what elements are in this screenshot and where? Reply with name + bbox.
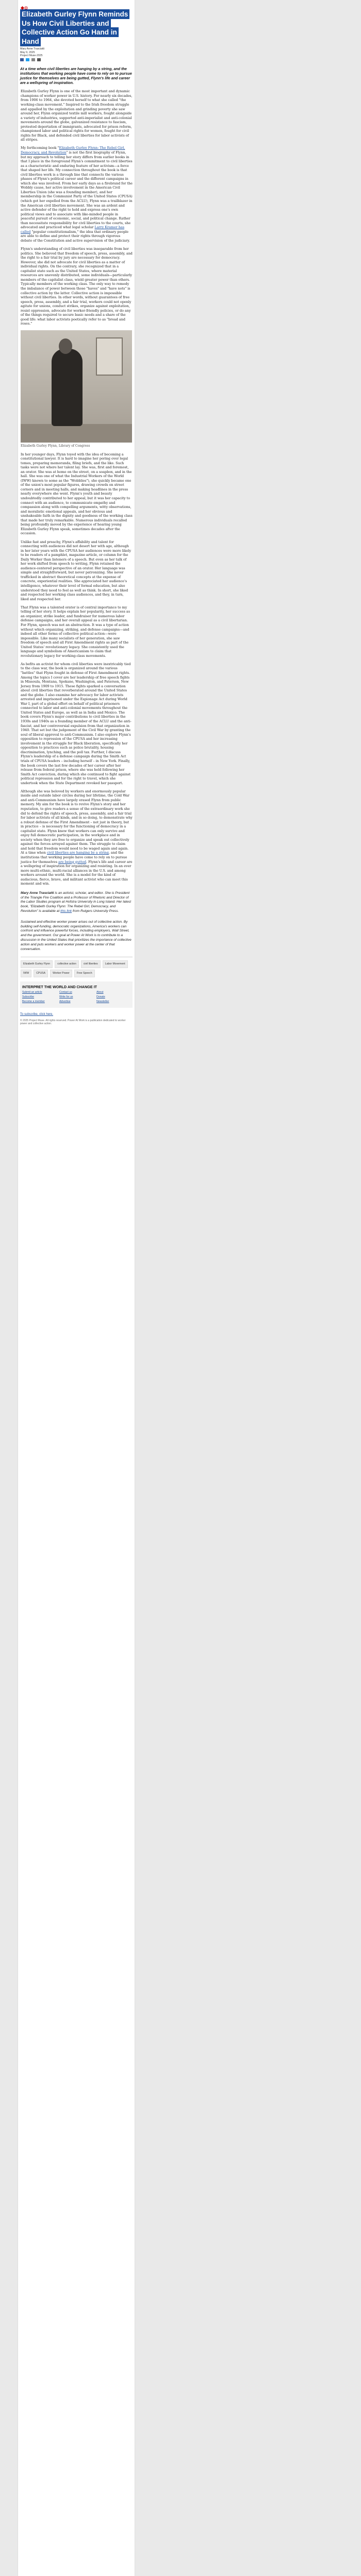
source-label: Project Muse-2025 — [20, 54, 43, 57]
tag[interactable]: CPUSA — [34, 970, 48, 977]
interpret-links — [22, 991, 130, 1004]
flynn-photo — [21, 330, 132, 443]
photo-window — [96, 337, 123, 376]
email-icon[interactable] — [31, 58, 35, 61]
footer-link[interactable]: Newsletter — [96, 999, 109, 1003]
bio-book-link[interactable]: this link — [60, 909, 72, 913]
paragraph — [21, 146, 133, 243]
photo-head — [59, 338, 72, 354]
text-run: Although she was beloved by workers and enormously popular inside and outside labor circles during her lifetime, the Cold War and anti-Communism have largely erased Flynn from public memory. My aim for the book is to revive Flynn's story and her reputation, to give readers a sense of the extraordinary work she did to defend the rights of speech, press, assembly, and a fair trial for labor activists of all kinds, and in so doing, to demonstrate why a robust defense of the First Amendment – not just in theory, but in practice – is necessary for the functioning of democracy in a capitalist state. Flynn knew that workers can only survive and enjoy full democratic participation, in the workplace and in society when they are free to organize and speak out collectively against the forces arrayed against them. The struggle to claim and hold that freedom would need to be waged again and again. At a time when — [21, 789, 133, 855]
footer-link[interactable]: Submit an article — [22, 990, 42, 994]
article-header — [18, 9, 135, 85]
civil-liberties-link[interactable]: civil liberties are hanging by a string — [46, 851, 109, 855]
footer-link[interactable]: Subscribe — [22, 995, 35, 998]
footer-link[interactable]: About — [96, 990, 104, 994]
tag[interactable]: Free Speech — [74, 970, 95, 977]
article-title: Elizabeth Gurley Flynn Reminds Us How Civil Liberties and Collective Action Go Hand in Hand — [20, 9, 129, 46]
paragraph: As befits an activist for whom civil liberties were inextricably tied to the class war, the book is organized around the various "battles" that Flynn fought in defense of First Amendment rights. Among the topics I cover are her leadership of free speech fights in Missoula, Montana, Spokane, Washington, and Paterson, New Jersey from 1909 to 1915. These fights sparked a conversation about civil liberties that reverberated around the United States and the globe. I also examine her advocacy for labor activists arrested and imprisoned under the Espionage Act during World War I, part of a global effort on behalf of political prisoners connected to labor and anti-colonial movements throughout the United States and Europe, as well as in India and Mexico. The book covers Flynn's major contributions to civil liberties in the 1930s and 1940s as a founding member of the ACLU and the anti-fascist, and her controversial expulsion from that organization in 1940. That set but the judgement of the Civil War by granting the soul of liberal approval to anti-Communism. I also explore Flynn's opposition to repression of the CPUSA and her increasing involvement in the struggle for Black liberation, specifically her opposition to practices such as police brutality, housing discrimination, lynching, and the poll tax. Further, I discuss Flynn's leadership of a defense campaign during the Smith Act trials of CPUSA leaders – including herself – in New York. Finally, the book covers the last few decades of her career after her release from federal prison, where she was held following her Smith Act conviction, during which she continued to fight against political repression and for the right to travel, which she undertook when the State Department revoked her passport. — [21, 662, 132, 785]
tag-list — [21, 960, 133, 977]
tag[interactable]: Worker Power — [50, 970, 72, 977]
author-name[interactable]: Mary Anne Trasciatti — [20, 47, 44, 50]
footer-link[interactable]: Write for us — [59, 995, 73, 998]
subscribe-block — [20, 1013, 133, 1016]
article-body — [18, 89, 135, 977]
photo-floor — [21, 424, 132, 443]
tag[interactable]: collective action — [55, 960, 79, 968]
footer-link[interactable]: Donate — [96, 995, 105, 998]
twitter-icon[interactable] — [26, 58, 29, 61]
bio-author-name: Mary Anne Trasciatti — [21, 891, 54, 895]
site-logo[interactable] — [21, 6, 28, 10]
mission-statement: Sustained and effective worker power arises out of collective action. By building self-funding, democratic organizations, America's workers can confront and influence powerful forces, including employers, Wall Street, and the government. Our goal at Power At Work is to contribute to a discussion in the United States that prioritizes the importance of collective action and puts workers and worker power at the center of that conversation. — [21, 920, 132, 951]
share-buttons — [20, 58, 133, 61]
interpret-section — [20, 981, 133, 1008]
author-bio — [21, 891, 133, 914]
bio-text: is an activist, scholar, and editor. She is President of the Triangle Fire Coalition and a Professor of Rhetoric and Director of the Labor Studies program at Hofstra University in Long Island. Her latest book, "Elizabeth Gurley Flynn: The Rebel Girl, Democracy, and Revolution" is available at — [21, 891, 132, 913]
paragraph — [21, 789, 133, 886]
paragraph: That Flynn was a talented orator is of central importance to my telling of her story. It helps explain her popularity, her success as an organizer, strike leader, and fundraiser for numerous labor defense campaigns, and her overall appeal as a civil libertarian. For Flynn, speech was not an abstraction. It was a type of action without which organizing, striking, and defense campaigns—and indeed all other forms of collective political action—were impossible. Like many socialists of her generation, she saw freedom of speech and all First Amendment rights as part of the United States' revolutionary legacy. She consistently used the language and symbolism of Americanism to claim that revolutionary legacy for working-class movements. — [21, 605, 130, 658]
footer-link[interactable]: Contact us — [59, 990, 72, 994]
site-header — [18, 0, 135, 7]
article-page — [18, 0, 135, 2576]
gutted-link[interactable]: are being gutted — [58, 859, 87, 864]
byline — [20, 47, 133, 61]
text-run: My forthcoming book " — [21, 146, 59, 150]
photo-caption: Elizabeth Gurley Flynn, Library of Congress — [21, 444, 90, 448]
text-run: "popular constitutionalism," the idea that ordinary people are able to define and protect their rights through vigorous debate of the Constitution and active supervision of the judiciary. — [21, 229, 130, 243]
photo-figure — [52, 349, 83, 426]
kramer-link[interactable]: Larry Kramer has called — [21, 225, 125, 234]
paragraph: In her younger days, Flynn toyed with the idea of becoming a constitutional lawyer. It is hard to imagine her poring over legal tomes, preparing memoranda, filing briefs, and the like. Such tasks were not where her talent lay. She was, first and foremost, an orator. She was at home on the street, on a soapbox, and in the hall. She was one of what the Industrial Workers of the World (IWW) known to some as the "Wobblies"), she quickly became one of the union's most popular figures, drawing crowds on street corners and in meeting halls, and making headlines in the press nearly everywhere she went. Flynn's youth and beauty undoubtedly contributed to her appeal, but it was her capacity to connect with an audience, to communicate empathy and compassion along with compelling arguments, witty observations, and moralistic emotional appeals, and her obvious and unshakeable faith in the dignity and goodness of the working class that made her truly remarkable. Numerous individuals recalled being profoundly moved by the experience of hearing young Elizabeth Gurley Flynn speak, sometimes decades after the occasion. — [21, 452, 133, 536]
facebook-icon[interactable] — [20, 58, 24, 61]
publish-date: May 9, 2025 — [20, 50, 35, 54]
footer-link[interactable]: Become a member — [22, 999, 45, 1003]
paragraph: Unlike fast and preachy, Flynn's affability and talent for connecting with audiences did not desert her with age, although in her later years with the CPUSA her audiences were more likely to be readers of a pamphlet, magazine article, or column for the Daily Worker than listeners of a speech. But even as her talk of her work shifted from speech to writing, Flynn retained the audience-centered perspective of an orator. Her language was simple and straightforward, but never patronizing. She never trafficked in abstract theoretical concepts at the expense of concrete, experiential realities. She appreciated her audience's intelligence, whatever their level of formal education, but also understood they need to feel as well as think. In short, she liked and respected her working class audiences, and they, in turn, liked and respected her. — [21, 539, 132, 601]
print-icon[interactable] — [37, 58, 41, 61]
copyright: © 2025 Project Muse. All rights reserved. Power At Work is a publication dedicated to worker power and collective action. — [20, 1019, 126, 1025]
book-link[interactable]: Elizabeth Gurley Flynn: The Rebel Girl, Democracy, and Revolution — [21, 146, 125, 155]
interpret-heading: INTERPRET THE WORLD AND CHANGE IT — [22, 984, 97, 989]
subscribe-link[interactable]: To subscribe, click here. — [20, 1012, 54, 1016]
tag[interactable]: IWW — [21, 970, 31, 977]
footer-link[interactable]: Advertise — [59, 999, 71, 1003]
text-run: , and the institutions that working people have come to rely on to pursue justice for themselves — [21, 851, 127, 864]
paragraph: Flynn's understanding of civil liberties was inseparable from her politics. She believed that freedom of speech, press, assembly, and the right to a fair trial by jury are necessary for democracy. However, she did not advocate for civil liberties as a matter of individual rights. On the contrary, she recognized that in a capitalist state such as the United States, where material resources are unevenly distributed, some individuals—particularly members of the capitalist class, wield greater power than others. Typically members of the working class. The only way to remedy the imbalance of power between those "haves" and "have nots" is collective action by the latter. Collective action is impossible without civil liberties. In other words, without guarantees of free speech, press, assembly, and a fair trial, workers could not openly agitate for unions, conduct strikes, organize against exploitation, resist oppression, advocate for worker-friendly policies, or do any of the things required to secure basic needs and a share of the good life: what labor activists poetically refer to as "bread and roses." — [21, 247, 133, 326]
bio-tail: from Rutgers University Press. — [72, 909, 119, 913]
article-dek: At a time when civil liberties are hanging by a string, and the institutions that working people have come to rely on to pursue justice for themselves are being gutted, Flynn's life and career are a wellspring of inspiration. — [20, 66, 132, 86]
text-run: . Flynn's life and career are a wellspring of inspiration for organizing and resisting. In an ever more multi-ethnic, multi-racial alliances in the U.S. and among workers around the world. She is a model for the kind of audacious, fierce, brave, and militant activist who can meet this moment and win. — [21, 859, 133, 886]
paragraph: Elizabeth Gurley Flynn is one of the most important and dynamic champions of worker power in U.S. history. For nearly six decades, from 1906 to 1964, she devoted herself to what she called "the working-class movement." Inspired to the Irish freedom struggle and appalled by the exploitation and grinding poverty she saw around her, Flynn organized textile mill workers, fought alongside a variety of industries, supported anti-imperialist and anti-colonial movements around the globe, galvanized resistance to fascism, protested deportation of immigrants, advocated for prison reform, championed labor and political rights for women, fought for civil rights for Black, and defended civil liberties for labor activists of all stripes. — [21, 89, 133, 142]
tag[interactable]: Elizabeth Gurley Flynn — [21, 960, 53, 968]
tag[interactable]: civil liberties — [81, 960, 101, 968]
text-run: " is not the first biography of Flynn, but my approach to telling her story differs from earlier books in that I place in the foreground Flynn's commitment to civil liberties as a characteristic and enduring feature of her activism—a force that shaped her life. My connection throughout the book is that civil liberties work is a through line that connects the various phases of Flynn's political career and the different campaigns in which she was involved. From her early days as a firebrand for the Wobbly cause, her active involvement in the American Civil Liberties Union (she was a founding member), and her membership in the Communist Party of the United States (CPUSA) (which got her expelled from the ACLU), Flynn was a trailblazer in the American civil liberties movement. She was an ardent and active defender of the right to hold and express one's own political views and to associate with like-minded people in peaceful pursuit of economic, social, and political change. Rather than necessitate responsibility for civil liberties to the courts, she advocated and practiced what legal scholar — [21, 150, 133, 230]
tag[interactable]: Labor Movement — [103, 960, 128, 968]
